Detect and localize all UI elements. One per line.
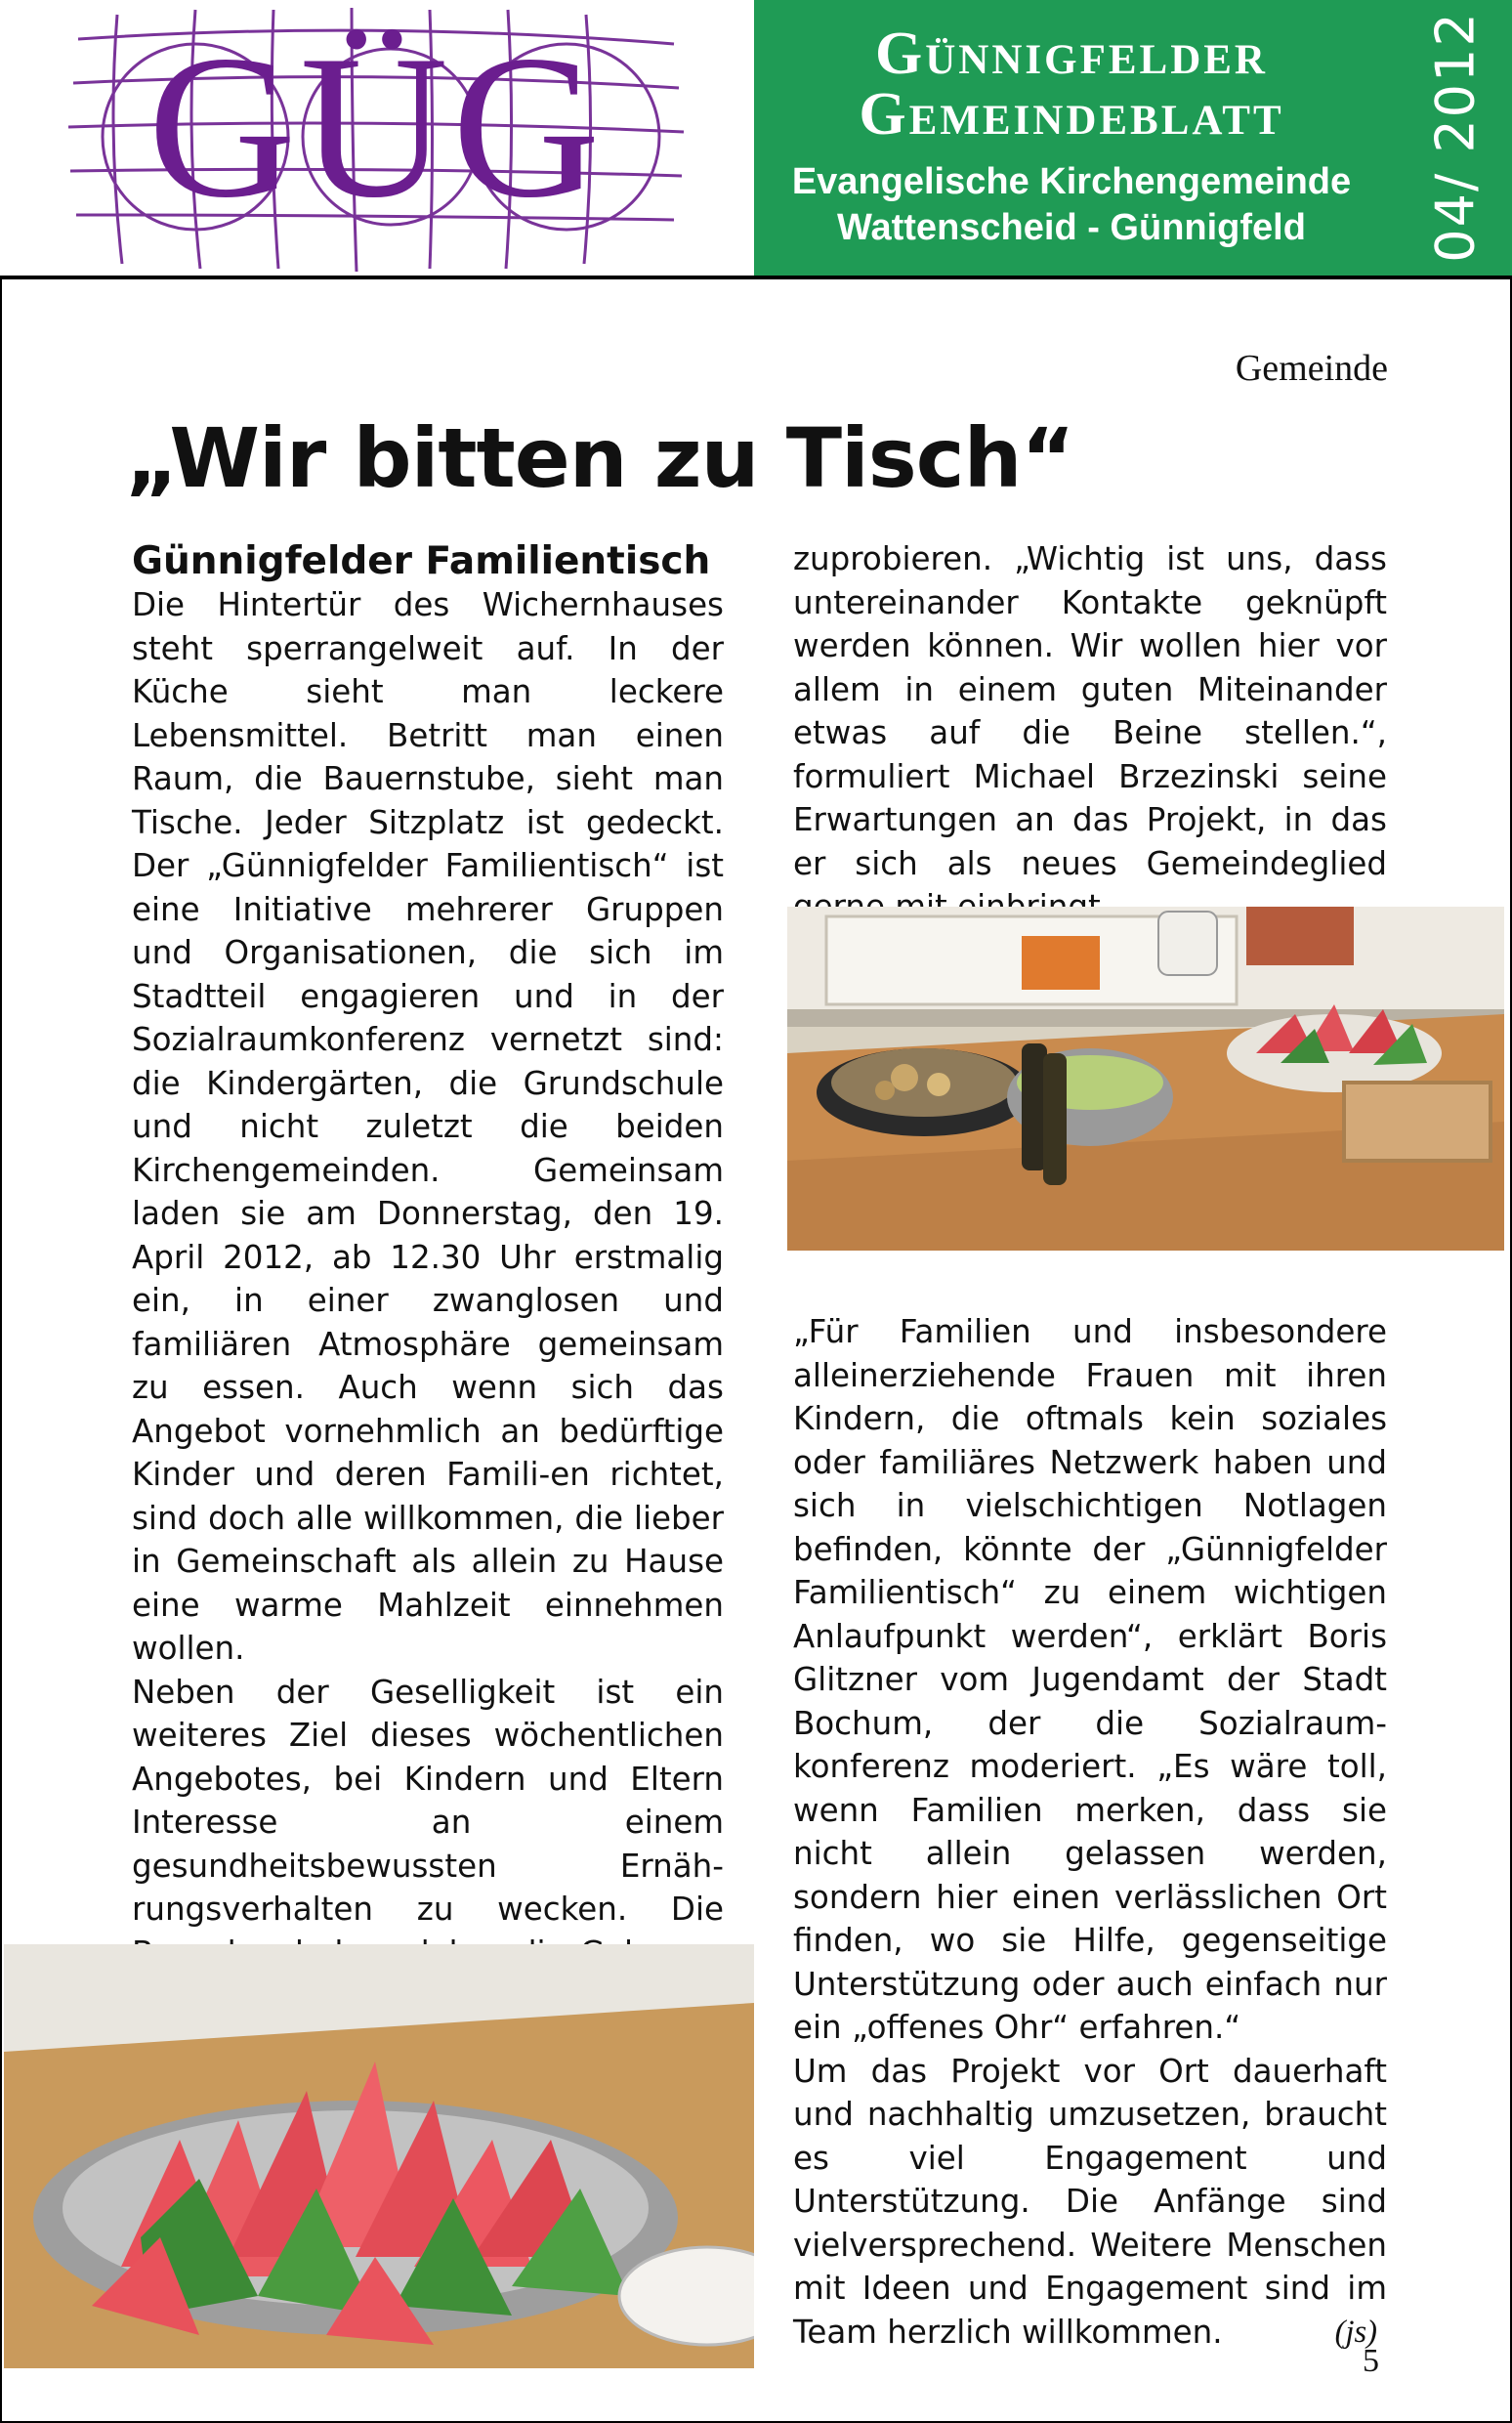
article-subtitle: Günnigfelder Familientisch	[132, 539, 711, 583]
author-signature: (js)	[1334, 2314, 1377, 2350]
masthead-subtitle-line1: Evangelische Kirchengemeinde	[791, 161, 1352, 202]
masthead-title-line1: Günnigfelder	[875, 21, 1268, 87]
header-divider	[0, 276, 1512, 279]
page-number: 5	[1363, 2343, 1379, 2379]
right-paragraph-1: zuprobieren. „Wichtig ist uns, dass untereinander Kontakte geknüpft werden können. Wir wollen hier vor allem in einem guten Miteinander etwas auf die Beine stellen.“, formuliert Michael Brzezinski seine Erwartungen an das Projekt, in das er sich als neues Gemeindeglied	[793, 540, 1387, 882]
logo	[0, 0, 754, 276]
watermelon-photo	[4, 1944, 754, 2368]
left-column	[132, 583, 724, 2148]
right-column-bottom	[793, 1310, 1387, 2354]
buffet-photo	[787, 907, 1504, 1251]
section-label: Gemeinde	[1235, 348, 1388, 389]
issue-number: 04/ 2012	[1424, 11, 1487, 263]
header-banner	[754, 0, 1512, 276]
left-paragraph-1: Die Hintertür des Wichernhauses steht sperrangelweit auf. In der Küche sieht man leckere Lebensmittel. Betritt man einen Raum, die Bauernstube, sieht man Tische. Jeder Sitzplatz ist gedeckt. Der „Günnigfelder Familientisch“ ist eine Initiative mehrerer Gruppen und Organisationen, die sich im Stadtteil engagieren und in der Sozialraumkonferenz vernetzt sind: die Kindergärten, die Grundschule und nicht zuletzt die beiden Kirchengemeinden. Gemeinsam laden sie am Donnerstag, den 19. April 2012, ab 12.30 Uhr erstmalig ein, in einer zwanglosen und familiären Atmosphäre gemeinsam zu essen. Auch wenn sich das Angebot vornehmlich an bedürftige Kinder und deren Famili-en richtet, sind doch alle willkommen, die lieber in Gemeinschaft als allein zu Hause eine warme Mahlzeit einnehmen wollen.	[132, 586, 724, 1667]
logo-graphic	[0, 0, 754, 276]
issue-label	[1407, 11, 1504, 263]
right-paragraph-3-text: Um das Projekt vor Ort dauerhaft und nachhaltig umzusetzen, braucht es viel Engagement und Unterstützung. Die Anfänge sind vielversprechend. Weitere Menschen mit Ideen und Engagement sind im Team herzlich willkommen.	[793, 2052, 1387, 2351]
right-paragraph-2: „Für Familien und insbesondere alleinerziehende Frauen mit ihren Kindern, die oftmals kein soziales oder familiäres Netzwerk haben und sich in vielschichtigen Notlagen befinden, könnte der „Günnigfelder Familientisch“ zu einem wichtigen Anlaufpunkt werden“, erklärt Boris Glitzner vom Jugendamt der Stadt Bochum, der die Sozialraumkonferenz moderiert. „Es wäre toll, wenn Familien merken, dass sie nicht allein gelassen werden, sondern hier einen verlässlichen Ort finden, wo sie Hilfe, gegenseitige Unterstützung oder auch einfach nur ein „offenes Ohr“ erfahren.“	[793, 1313, 1387, 2046]
masthead-title-line2: Gemeindeblatt	[859, 81, 1284, 148]
right-column-top	[793, 537, 1387, 929]
logo-text: GÜG	[147, 14, 605, 240]
masthead-subtitle-line2: Wattenscheid - Günnigfeld	[837, 207, 1306, 248]
article-title: „Wir bitten zu Tisch“	[125, 410, 1074, 506]
right-paragraph-3	[793, 2050, 1387, 2355]
left-paragraph-2: Neben der Geselligkeit ist ein weiteres Ziel dieses wöchentlichen Angebotes, bei Kindern und Eltern Interesse an einem gesundheitsbewussten Ernährungsverhalten zu wecken. Die	[132, 1673, 724, 1928]
